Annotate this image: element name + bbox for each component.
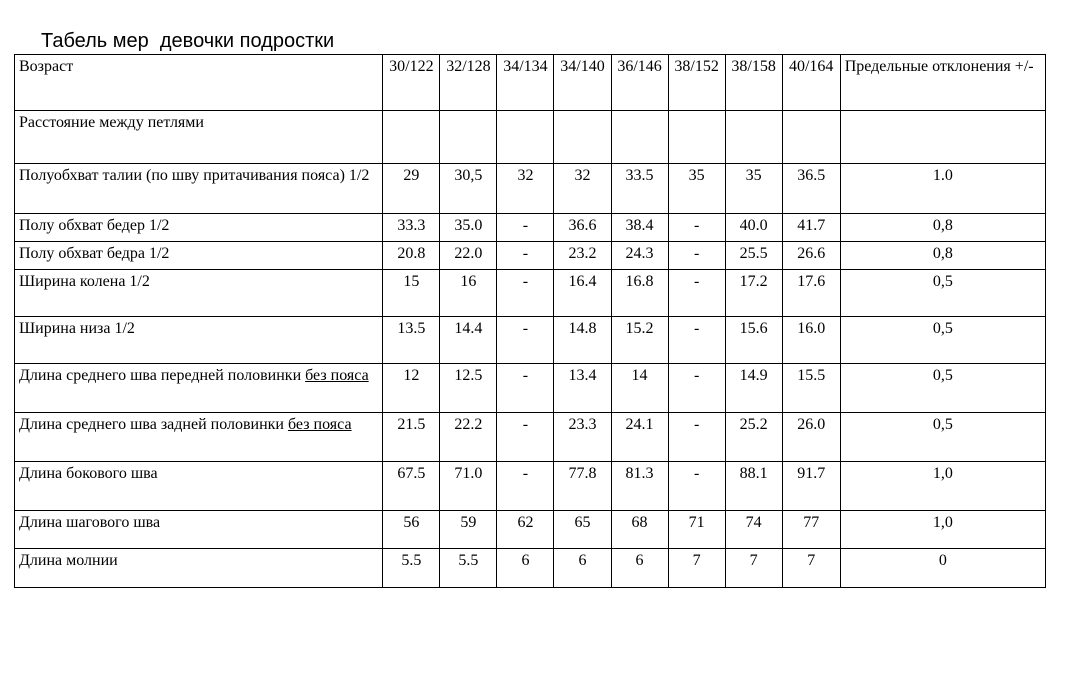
value-cell: 15.2 <box>611 317 668 364</box>
row-label-cell <box>15 549 383 588</box>
value-cell: 68 <box>611 511 668 549</box>
row-label: Длина молнии <box>19 552 118 569</box>
value-cell: 77.8 <box>554 462 611 511</box>
value-cell: - <box>668 317 725 364</box>
value-cell: 23.2 <box>554 242 611 270</box>
value-cell: - <box>668 413 725 462</box>
value-cell: - <box>497 242 554 270</box>
table-row <box>15 214 1046 242</box>
value-cell: 88.1 <box>725 462 782 511</box>
value-cell: 7 <box>668 549 725 588</box>
row-label-cell <box>15 111 383 164</box>
value-cell: - <box>668 364 725 413</box>
table-row <box>15 111 1046 164</box>
value-cell: 13.5 <box>383 317 440 364</box>
value-cell: 26.6 <box>782 242 840 270</box>
value-cell: 40.0 <box>725 214 782 242</box>
row-label-cell <box>15 364 383 413</box>
row-label: Длина среднего шва задней половинки <box>19 416 288 433</box>
value-cell: 14.9 <box>725 364 782 413</box>
header-size-cell: 38/158 <box>725 55 782 111</box>
table-row <box>15 413 1046 462</box>
tolerance-cell: 0,8 <box>840 214 1045 242</box>
value-cell: 41.7 <box>782 214 840 242</box>
value-cell: 32 <box>497 164 554 214</box>
page-title: Табель мер девочки подростки <box>41 30 335 52</box>
row-label-cell <box>15 270 383 317</box>
value-cell: - <box>497 462 554 511</box>
value-cell: 35.0 <box>440 214 497 242</box>
value-cell: 15 <box>383 270 440 317</box>
row-label-cell <box>15 511 383 549</box>
value-cell <box>782 111 840 164</box>
value-cell: 16.8 <box>611 270 668 317</box>
tolerance-cell: 0,8 <box>840 242 1045 270</box>
value-cell: 16.0 <box>782 317 840 364</box>
value-cell: 16 <box>440 270 497 317</box>
table-row <box>15 364 1046 413</box>
value-cell: 17.6 <box>782 270 840 317</box>
value-cell: 35 <box>725 164 782 214</box>
value-cell: 36.6 <box>554 214 611 242</box>
value-cell: 14.4 <box>440 317 497 364</box>
table-row <box>15 242 1046 270</box>
value-cell: - <box>497 214 554 242</box>
value-cell: 59 <box>440 511 497 549</box>
tolerance-cell: 1.0 <box>840 164 1045 214</box>
value-cell: 16.4 <box>554 270 611 317</box>
row-label-cell <box>15 214 383 242</box>
value-cell <box>725 111 782 164</box>
header-row <box>15 55 1046 111</box>
value-cell: 56 <box>383 511 440 549</box>
value-cell <box>440 111 497 164</box>
header-size-cell: 40/164 <box>782 55 840 111</box>
row-label: Длина среднего шва передней половинки <box>19 367 306 384</box>
value-cell: 32 <box>554 164 611 214</box>
value-cell: 22.0 <box>440 242 497 270</box>
value-cell: 71.0 <box>440 462 497 511</box>
tolerance-cell: 0 <box>840 549 1045 588</box>
table-row <box>15 270 1046 317</box>
value-cell: 62 <box>497 511 554 549</box>
value-cell <box>611 111 668 164</box>
value-cell: - <box>497 413 554 462</box>
value-cell: 21.5 <box>383 413 440 462</box>
value-cell: 65 <box>554 511 611 549</box>
table-row <box>15 549 1046 588</box>
value-cell: 81.3 <box>611 462 668 511</box>
table-row <box>15 462 1046 511</box>
row-label: Полу обхват бедра 1/2 <box>19 245 170 262</box>
value-cell: 14.8 <box>554 317 611 364</box>
table-row <box>15 511 1046 549</box>
value-cell: - <box>668 242 725 270</box>
row-label-cell <box>15 413 383 462</box>
value-cell <box>497 111 554 164</box>
value-cell: 74 <box>725 511 782 549</box>
value-cell: 13.4 <box>554 364 611 413</box>
value-cell: 29 <box>383 164 440 214</box>
value-cell: 5.5 <box>383 549 440 588</box>
row-label: Длина бокового шва <box>19 465 158 482</box>
value-cell: 71 <box>668 511 725 549</box>
tolerance-cell <box>840 111 1045 164</box>
value-cell: 33.5 <box>611 164 668 214</box>
table-row <box>15 164 1046 214</box>
value-cell: 30,5 <box>440 164 497 214</box>
value-cell <box>668 111 725 164</box>
value-cell: 91.7 <box>782 462 840 511</box>
value-cell: 7 <box>725 549 782 588</box>
row-label-underlined: без пояса <box>288 416 352 433</box>
header-size-cell: 30/122 <box>383 55 440 111</box>
value-cell: 6 <box>554 549 611 588</box>
tolerance-cell: 0,5 <box>840 413 1045 462</box>
row-label-cell <box>15 317 383 364</box>
table-row <box>15 317 1046 364</box>
row-label: Ширина низа 1/2 <box>19 320 135 337</box>
value-cell: 33.3 <box>383 214 440 242</box>
value-cell: - <box>497 364 554 413</box>
value-cell: 25.5 <box>725 242 782 270</box>
value-cell: 24.3 <box>611 242 668 270</box>
value-cell: 26.0 <box>782 413 840 462</box>
tolerance-cell: 1,0 <box>840 511 1045 549</box>
row-label-cell <box>15 164 383 214</box>
value-cell: 12 <box>383 364 440 413</box>
row-label-cell <box>15 462 383 511</box>
header-tolerance-cell: Предельные отклонения +/- <box>840 55 1045 111</box>
value-cell: 20.8 <box>383 242 440 270</box>
tolerance-cell: 1,0 <box>840 462 1045 511</box>
value-cell: 14 <box>611 364 668 413</box>
tolerance-cell: 0,5 <box>840 270 1045 317</box>
header-size-cell: 38/152 <box>668 55 725 111</box>
value-cell: 12.5 <box>440 364 497 413</box>
value-cell: - <box>668 462 725 511</box>
value-cell: 6 <box>497 549 554 588</box>
row-label-underlined: без пояса <box>305 367 369 384</box>
header-size-cell: 34/134 <box>497 55 554 111</box>
row-label: Длина шагового шва <box>19 514 161 531</box>
value-cell: 17.2 <box>725 270 782 317</box>
value-cell: 5.5 <box>440 549 497 588</box>
value-cell: - <box>668 270 725 317</box>
value-cell: 24.1 <box>611 413 668 462</box>
tolerance-cell: 0,5 <box>840 364 1045 413</box>
value-cell: 6 <box>611 549 668 588</box>
value-cell: - <box>668 214 725 242</box>
tolerance-cell: 0,5 <box>840 317 1045 364</box>
row-label: Расстояние между петлями <box>19 114 204 131</box>
value-cell: 25.2 <box>725 413 782 462</box>
value-cell: 23.3 <box>554 413 611 462</box>
value-cell: - <box>497 270 554 317</box>
value-cell: 7 <box>782 549 840 588</box>
value-cell: - <box>497 317 554 364</box>
value-cell: 36.5 <box>782 164 840 214</box>
value-cell <box>383 111 440 164</box>
header-size-cell: 34/140 <box>554 55 611 111</box>
value-cell <box>554 111 611 164</box>
row-label: Полу обхват бедер 1/2 <box>19 217 170 234</box>
value-cell: 77 <box>782 511 840 549</box>
header-size-cell: 36/146 <box>611 55 668 111</box>
row-label: Полуобхват талии (по шву притачивания пояса) 1/2 <box>19 167 370 184</box>
header-size-cell: 32/128 <box>440 55 497 111</box>
value-cell: 22.2 <box>440 413 497 462</box>
value-cell: 35 <box>668 164 725 214</box>
value-cell: 38.4 <box>611 214 668 242</box>
value-cell: 15.6 <box>725 317 782 364</box>
row-label-cell <box>15 242 383 270</box>
value-cell: 15.5 <box>782 364 840 413</box>
header-label-cell: Возраст <box>15 55 383 111</box>
value-cell: 67.5 <box>383 462 440 511</box>
row-label: Ширина колена 1/2 <box>19 273 150 290</box>
measurement-table <box>14 54 1046 588</box>
